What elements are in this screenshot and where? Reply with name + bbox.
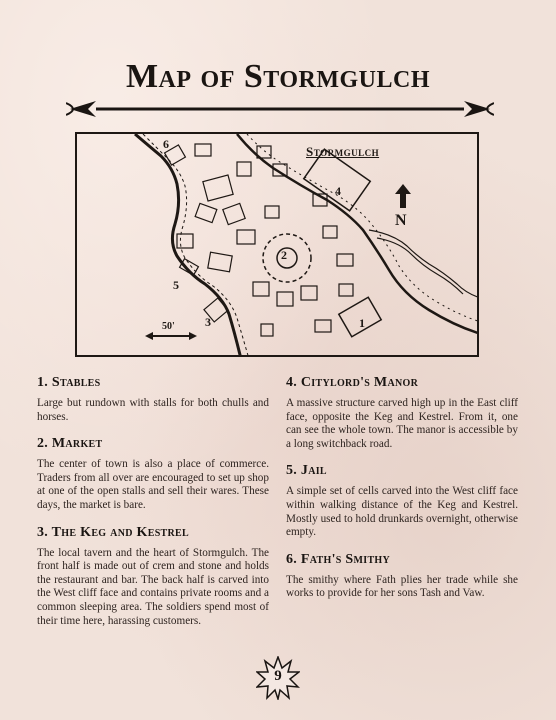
section-keg-and-kestrel (37, 525, 269, 629)
section-heading: 6. Fath's Smithy (286, 551, 391, 567)
section-text: Large but rundown with stalls for both chulls and horses. (37, 397, 269, 423)
page-number-badge (256, 656, 300, 700)
map-marker-5: 5 (173, 278, 179, 292)
left-column (37, 375, 269, 640)
section-stables (37, 375, 269, 424)
scale-label: 50' (162, 321, 175, 332)
north-label: N (395, 212, 407, 229)
town-map (75, 132, 479, 357)
map-drawing (77, 134, 479, 357)
section-text: The local tavern and the heart of Stormgulch. The front half is made out of crem and stone and holds the restaurant and bar. The back half is carved into the West cliff face and contains private rooms and a common sleeping area. The soldiers spend most of their time here, harassing customers. (37, 546, 269, 627)
section-heading: 2. Market (37, 436, 103, 452)
map-name-label: Stormgulch (306, 144, 380, 159)
map-marker-3: 3 (205, 315, 211, 329)
section-text: The center of town is also a place of commerce. Traders from all over are encouraged to set up shop at one of the open stalls and sell their wares. These days, the market is bare. (37, 458, 269, 511)
section-heading: 5. Jail (286, 463, 327, 479)
section-market (37, 436, 269, 512)
section-jail (286, 463, 518, 539)
map-marker-4: 4 (335, 184, 341, 198)
section-text: The smithy where Fath plies her trade while she works to provide for her sons Tash and Vaw. (286, 573, 518, 600)
section-heading: 3. The Keg and Kestrel (37, 524, 189, 540)
map-marker-2: 2 (281, 248, 287, 262)
page-title: Map of Stormgulch (125, 58, 431, 95)
section-heading: 1. Stables (37, 375, 101, 390)
map-marker-1: 1 (359, 316, 365, 330)
map-marker-6: 6 (163, 137, 169, 151)
section-text: A simple set of cells carved into the West cliff face within walking distance of the Keg and Kestrel. Mostly used to hold drunkards overnight, otherwise empty. (286, 485, 518, 539)
page-number: 9 (274, 668, 282, 684)
section-citylords-manor (286, 375, 518, 451)
section-text: A massive structure carved high up in the East cliff face, opposite the Keg and Kestrel. From it, one can see the whole town. The manor is accessible by a long switchback road. (286, 397, 518, 450)
section-heading: 4. Citylord's Manor (286, 375, 419, 390)
title-divider (66, 97, 494, 121)
right-column (286, 375, 518, 613)
section-faths-smithy (286, 552, 518, 601)
